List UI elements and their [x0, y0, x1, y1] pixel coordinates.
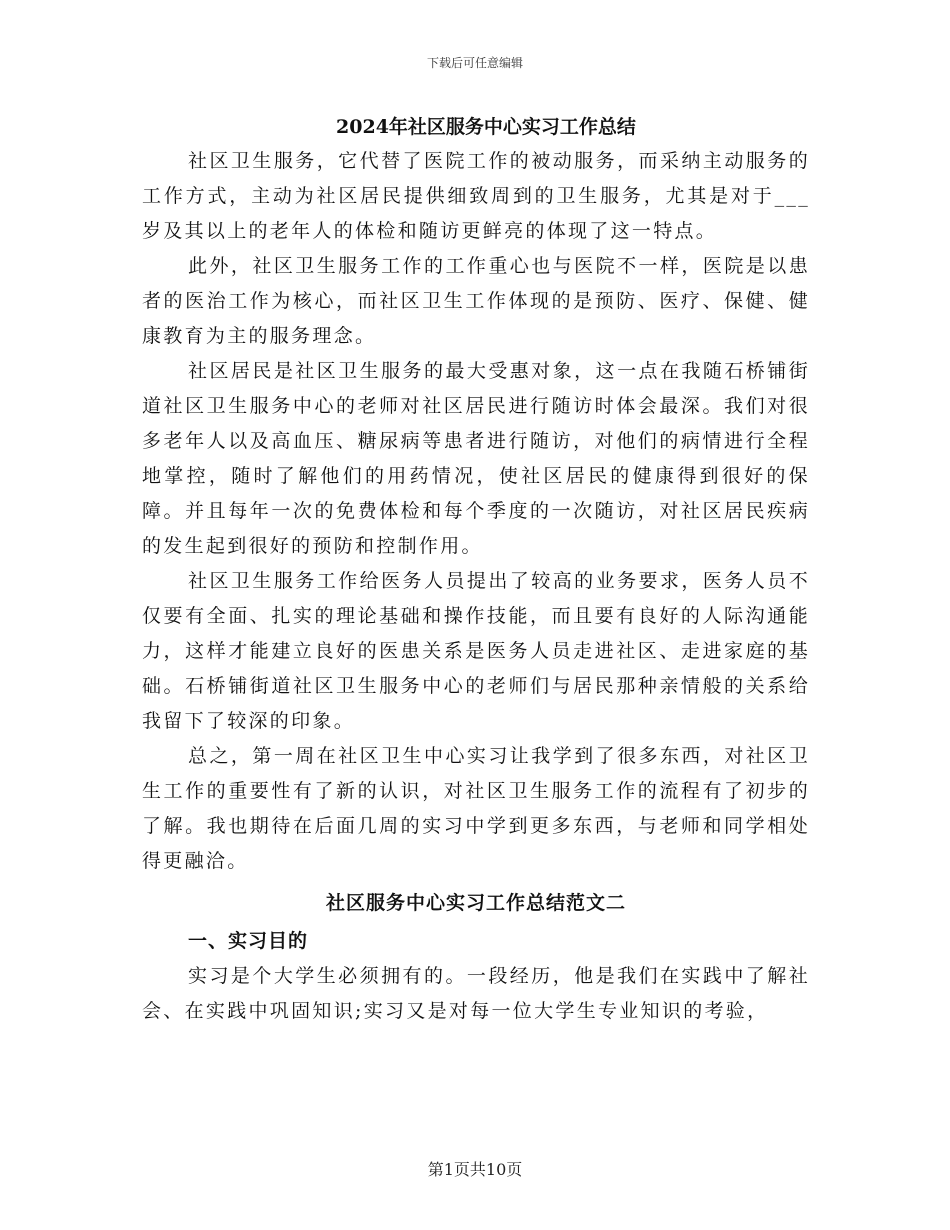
page-header: 下载后可任意编辑 — [426, 56, 523, 70]
document-title: 2024年社区服务中心实习工作总结 — [336, 116, 636, 138]
section-heading: 一、实习目的 — [188, 930, 309, 952]
paragraph-4: 社区卫生服务工作给医务人员提出了较高的业务要求，医务人员不仅要有全面、扎实的理论基础和操作技能，而且要有良好的人际沟通能力，这样才能建立良好的医患关系是医务人员走进社区、走进家庭的基础。石桥铺街道社区卫生服务中心的老师们与居民那种亲情般的关系给我留下了较深的印象。 — [142, 570, 810, 732]
paragraph-2: 此外，社区卫生服务工作的工作重心也与医院不一样，医院是以患者的医治工作为核心，而社区卫生工作体现的是预防、医疗、保健、健康教育为主的服务理念。 — [142, 255, 810, 347]
paragraph-1: 社区卫生服务，它代替了医院工作的被动服务，而采纳主动服务的工作方式，主动为社区居民提供细致周到的卫生服务，尤其是对于___岁及其以上的老年人的体检和随访更鲜亮的体现了这一特点。 — [142, 150, 810, 242]
paragraph-3: 社区居民是社区卫生服务的最大受惠对象，这一点在我随石桥铺街道社区卫生服务中心的老师对社区居民进行随访时体会最深。我们对很多老年人以及高血压、糖尿病等患者进行随访，对他们的病情进行全程地掌控，随时了解他们的用药情况，使社区居民的健康得到很好的保障。并且每年一次的免费体检和每个季度的一次随访，对社区居民疾病的发生起到很好的预防和控制作用。 — [142, 360, 810, 557]
paragraph-5: 总之，第一周在社区卫生中心实习让我学到了很多东西，对社区卫生工作的重要性有了新的认识，对社区卫生服务工作的流程有了初步的了解。我也期待在后面几周的实习中学到更多东西，与老师和同学相处得更融洽。 — [142, 745, 810, 872]
section-title-2: 社区服务中心实习工作总结范文二 — [325, 892, 626, 914]
page-footer: 第1页共10页 — [427, 1160, 523, 1179]
document-body — [142, 110, 810, 1029]
section-paragraph: 实习是个大学生必须拥有的。一段经历，他是我们在实践中了解社会、在实践中巩固知识;实习又是对每一位大学生专业知识的考验， — [142, 965, 810, 1022]
